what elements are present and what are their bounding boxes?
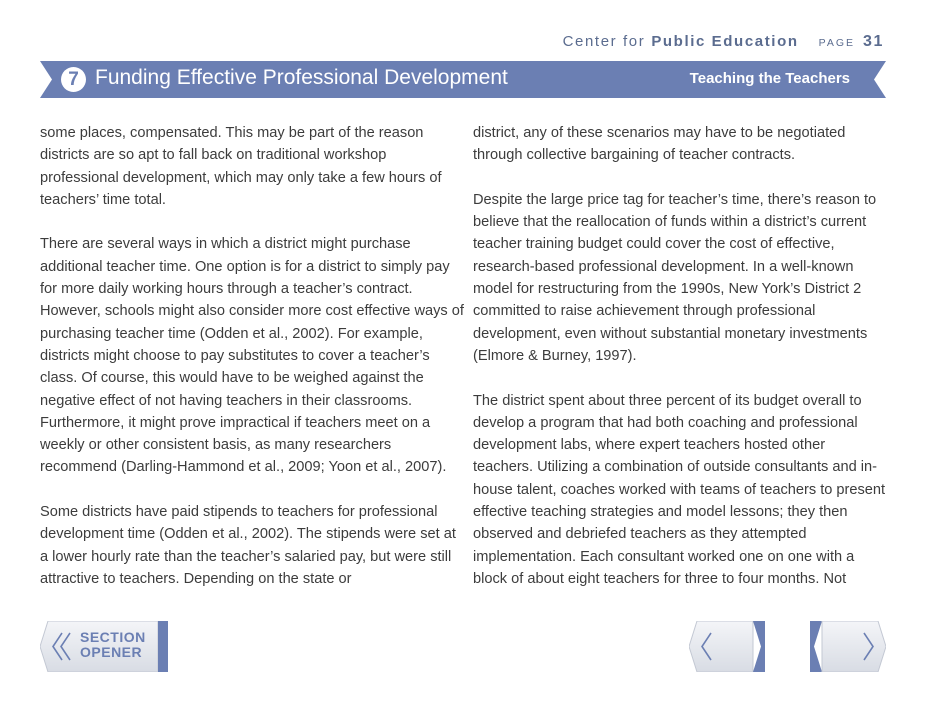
right-column [473, 122, 888, 613]
section-opener-line2: OPENER [80, 644, 143, 660]
paragraph: Some districts have paid stipends to teachers for professional development time (Odden et al., 2002). The stipends were set at a lower hourly rate than the teacher’s salaried pay, but were still attractive to teachers. Depending on the state or [40, 504, 456, 587]
page-label: PAGE [818, 37, 855, 49]
paragraph: some places, compensated. This may be part of the reason districts are so apt to fall back on traditional workshop professional development, which may only take a few hours of teachers’ time total. [40, 125, 442, 208]
section-opener-label [80, 630, 146, 660]
paragraph: There are several ways in which a district might purchase additional teacher time. One option is for a district to simply pay for more daily working hours through a teacher’s contract. However, schools might also consider more cost effective ways of purchasing teacher time (Odden et al., 2002). For example, districts might choose to pay substitutes to cover a teacher’s class. Of course, this would have to be weighed against the negative effect of not having teachers in their classrooms. Furthermore, it might prove impractical if teachers meet on a weekly or other consistent basis, as many researchers recommend (Darling-Hammond et al., 2009; Yoon et al., 2007). [40, 236, 464, 476]
next-page-button[interactable] [810, 621, 886, 672]
running-header [563, 33, 884, 51]
section-subtitle: Teaching the Teachers [689, 70, 850, 87]
previous-button-shape [689, 621, 765, 672]
chapter-number-badge: 7 [61, 67, 86, 92]
paragraph: Despite the large price tag for teacher’s time, there’s reason to believe that the reallocation of funds within a district’s current teacher training budget could cover the cost of effective, research-based professional development. In a well-known model for restructuring from the 1990s, New York’s District 2 committed to raise achievement through professional development, even without substantial monetary investments (Elmore & Burney, 1997). [473, 191, 877, 364]
org-name-bold: Public Education [651, 33, 799, 50]
org-name-light: Center for [562, 33, 646, 50]
chapter-banner [40, 61, 886, 98]
next-button-shape [810, 621, 886, 672]
previous-page-button[interactable] [689, 621, 765, 672]
left-column [40, 122, 464, 613]
page-number: 31 [863, 33, 884, 50]
section-opener-line1: SECTION [80, 629, 146, 645]
section-opener-button[interactable] [40, 621, 170, 672]
chapter-title: Funding Effective Professional Development [95, 66, 508, 89]
paragraph: The district spent about three percent of its budget overall to develop a program that had both coaching and professional development labs, where expert teachers hosted other teachers. Utilizing a combination of outside consultants and in-house talent, coaches worked with teams of teachers to present effective teaching strategies and model lessons; they then observed and debriefed teachers as they attempted implementation. Each consultant worked one on one with a block of about eight teachers for three to four months. Not [473, 392, 886, 587]
paragraph: district, any of these scenarios may have to be negotiated through collective bargaining of teacher contracts. [473, 125, 846, 164]
